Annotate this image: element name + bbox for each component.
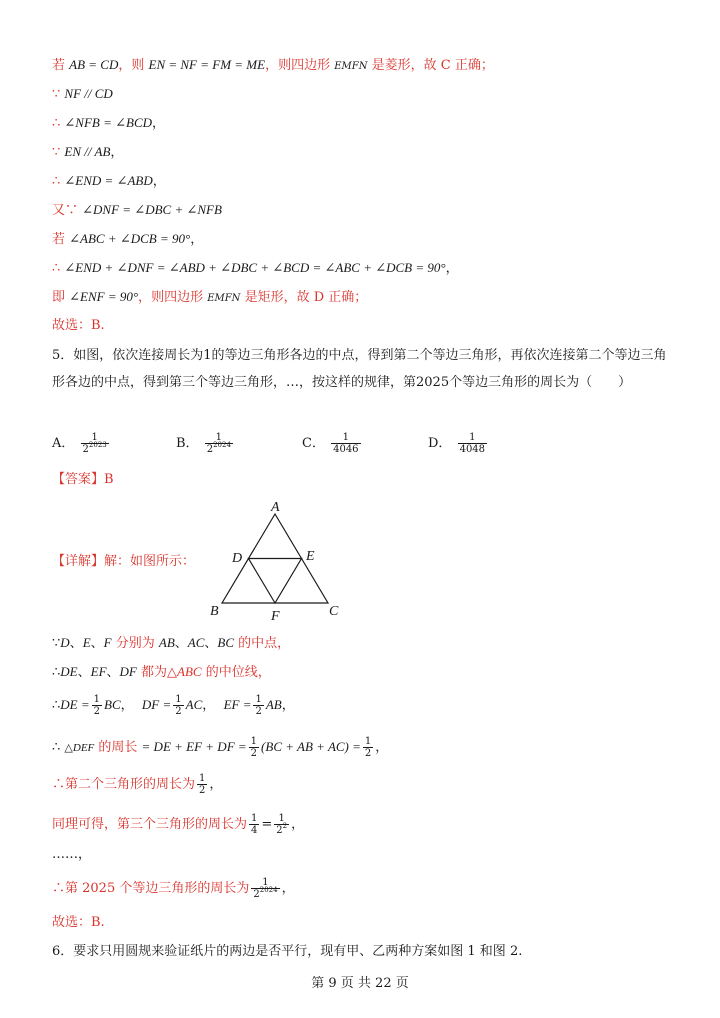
solution-line-2: ∴DE、EF、DF 都为△ABC 的中位线， — [52, 664, 271, 680]
proof-line-9: 即 ∠ENF = 90°，则四边形 EMFN 是矩形，故 D 正确； — [52, 289, 368, 305]
proof-line-3: ∴ ∠NFB = ∠BCD， — [52, 115, 166, 131]
solution-line-8: ∴第 2025 个等边三角形的周长为 $\frac{1}{2^{2024}}$ ， — [52, 877, 295, 900]
question-5-stem: 5．如图，依次连接周长为1的等边三角形各边的中点，得到第二个等边三角形，再依次连接第二个等边三角形各边的中点，得到第三个等边三角形，…，按这样的规律，第2025个等边三角形的周长为（ ） — [52, 348, 667, 390]
option-c: C． $\frac{1}{4046}$ — [302, 432, 359, 455]
proof-line-2: ∵ NF // CD — [52, 86, 113, 102]
solution-answer: 故选：B. — [52, 915, 105, 930]
label-d: D — [232, 551, 243, 566]
solution-line-4: ∴ △DEF 的周长 = DE + EF + DF = $\frac{1}{2}$ (BC + AB + AC) = $\frac{1}{2}$ ， — [52, 736, 389, 759]
solution-line-5: ∴第二个三角形的周长为 $\frac{1}{2}$ ， — [52, 773, 223, 796]
proof-line-5: ∴ ∠END = ∠ABD， — [52, 173, 166, 189]
label-c: C — [329, 604, 339, 619]
label-a: A — [271, 500, 280, 515]
proof-line-8: ∴ ∠END + ∠DNF = ∠ABD + ∠DBC + ∠BCD = ∠ABC + ∠DCB = 90°， — [52, 260, 459, 276]
question-6-stem: 6．要求只用圆规来验证纸片的两边是否平行，现有甲、乙两种方案如图 1 和图 2. — [52, 944, 523, 959]
proof-line-1: 若 AB = CD，则 EN = NF = FM = ME，则四边形 EMFN 是菱形，故 C 正确； — [52, 57, 494, 73]
proof-line-7: 若 ∠ABC + ∠DCB = 90°， — [52, 231, 204, 247]
option-d: D． $\frac{1}{4048}$ — [428, 432, 486, 455]
triangle-figure — [200, 496, 350, 624]
solution-line-ellipsis: ……， — [52, 847, 92, 862]
detail-line: 【详解】解：如图所示： — [52, 554, 196, 569]
answer-choice-line: 故选：B. — [52, 318, 105, 333]
solution-line-6: 同理可得，第三个三角形的周长为 $\frac{1}{4}$ = $\frac{1}{2^2}$ ， — [52, 813, 305, 836]
triangle-def — [249, 559, 302, 604]
answer-tag: 【答案】B — [52, 472, 114, 487]
proof-line-4: ∵ EN // AB， — [52, 144, 124, 160]
option-a: A． $\frac{1}{2^{2023}}$ — [52, 432, 107, 455]
option-b: B． $\frac{1}{2^{2024}}$ — [176, 432, 231, 455]
page-footer: 第 9 页 共 22 页 — [311, 976, 409, 991]
label-b: B — [210, 604, 219, 619]
label-f: F — [271, 609, 280, 624]
proof-line-6: 又∵ ∠DNF = ∠DBC + ∠NFB — [52, 202, 222, 218]
solution-line-1: ∵D、E、F 分别为 AB、AC、BC 的中点， — [52, 635, 291, 651]
solution-line-3: ∴DE = $\frac{1}{2}$ BC， DF = $\frac{1}{2}$ AC， EF = $\frac{1}{2}$ AB， — [52, 694, 295, 717]
label-e: E — [306, 549, 315, 564]
